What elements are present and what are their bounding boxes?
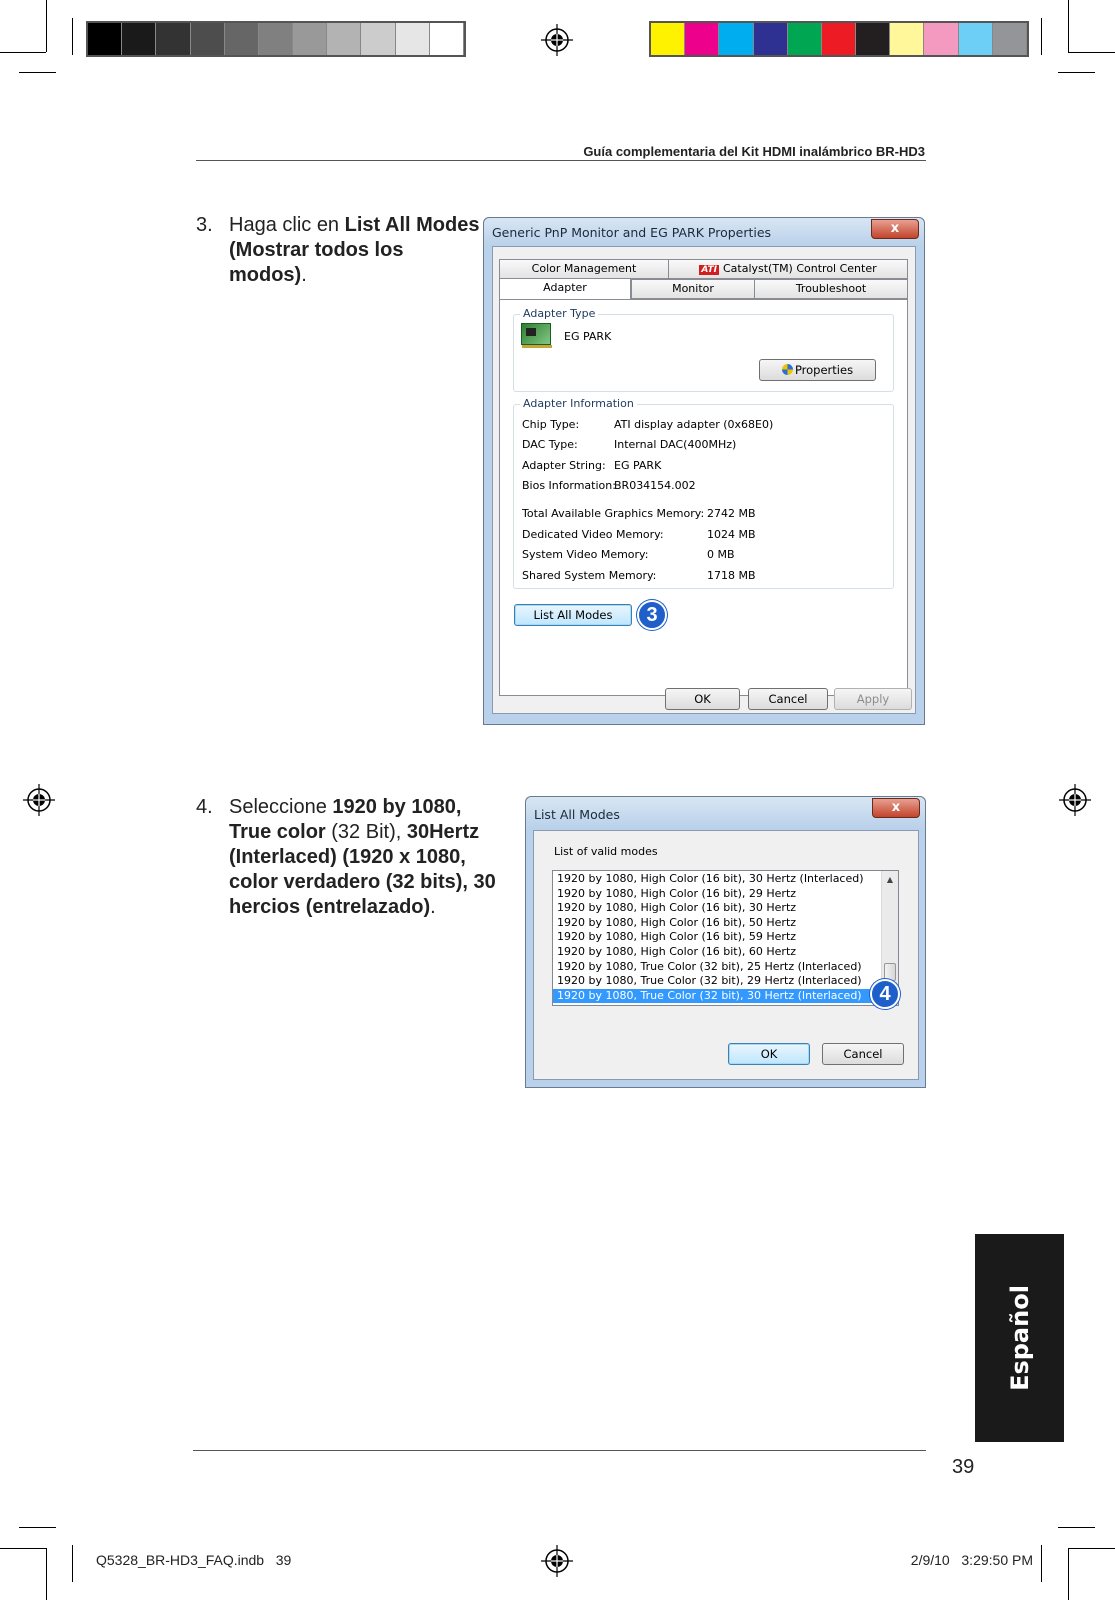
registration-mark-icon [541,24,573,56]
tab-catalyst-control-center[interactable] [668,259,908,279]
color-bar [649,21,1029,57]
color-swatch [293,23,327,55]
color-swatch [993,23,1027,55]
color-swatch [191,23,225,55]
header-divider [196,160,926,161]
crop-mark [19,72,56,73]
list-item[interactable]: 1920 by 1080, High Color (16 bit), 29 Hertz [557,886,797,900]
step-text-mid: (32 Bit), [325,821,407,843]
color-swatch [754,23,788,55]
tab-label: Adapter [543,281,587,294]
color-swatch [856,23,890,55]
color-swatch [259,23,293,55]
color-swatch [685,23,719,55]
total-graphics-memory-value: 2742 MB [707,507,756,520]
properties-dialog [483,217,925,725]
tab-label: Monitor [672,282,714,295]
color-swatch [822,23,856,55]
step-4-instruction [196,795,501,920]
page-header-title: Guía complementaria del Kit HDMI inalámbrico BR-HD3 [583,144,925,159]
crop-mark [72,1545,73,1582]
adapter-string-label: Adapter String: [522,459,606,472]
dedicated-video-memory-value: 1024 MB [707,528,756,541]
file-slug: Q5328_BR-HD3_FAQ.indb 39 [96,1552,292,1568]
ok-button[interactable]: OK [665,688,740,710]
list-item[interactable]: 1920 by 1080, High Color (16 bit), 30 Hertz [557,901,797,915]
properties-button[interactable] [759,359,876,381]
list-item[interactable]: 1920 by 1080, High Color (16 bit), 59 Hertz [557,930,797,944]
cancel-button[interactable]: Cancel [822,1043,904,1065]
tab-troubleshoot[interactable] [754,279,908,299]
tab-color-management[interactable] [499,259,669,279]
adapter-information-group [513,397,894,589]
step-text [229,795,501,920]
crop-mark [46,1548,47,1600]
color-swatch [88,23,122,55]
chip-type-label: Chip Type: [522,418,580,431]
list-item[interactable]: 1920 by 1080, High Color (16 bit), 30 Hertz (Interlaced) [557,872,864,885]
tab-label: Color Management [531,262,637,275]
language-side-tab [975,1234,1064,1442]
shared-system-memory-label: Shared System Memory: [522,569,657,582]
step-3-instruction [196,213,481,288]
bios-information-label: Bios Information: [522,479,616,492]
language-label: Español [1005,1285,1034,1391]
crop-mark [1068,1548,1115,1549]
bios-information-value: BR034154.002 [614,479,696,492]
ok-button[interactable]: OK [728,1043,810,1065]
crop-mark [72,18,73,55]
crop-mark [1041,18,1042,55]
color-swatch [396,23,430,55]
step-number: 3. [196,214,213,236]
crop-mark [0,1548,46,1549]
system-video-memory-value: 0 MB [707,548,735,561]
dialog-title: List All Modes [526,797,925,829]
group-legend: Adapter Information [520,397,637,410]
crop-mark [1068,1548,1069,1600]
scroll-up-arrow-icon[interactable]: ▲ [886,875,894,884]
chip-type-value: ATI display adapter (0x68E0) [614,418,774,431]
list-all-modes-button[interactable]: List All Modes [514,604,632,626]
crop-mark [1058,1527,1095,1528]
apply-button[interactable]: Apply [834,688,912,710]
modes-list [553,871,898,1003]
list-item[interactable]: 1920 by 1080, High Color (16 bit), 60 Hertz [557,944,797,958]
ati-logo-icon: ATI [701,265,717,275]
color-swatch [651,23,685,55]
date-slug: 2/9/10 3:29:50 PM [910,1552,1033,1568]
adapter-name: EG PARK [564,330,612,343]
dedicated-video-memory-label: Dedicated Video Memory: [522,528,664,541]
adapter-string-value: EG PARK [614,459,662,472]
crop-mark [1041,1545,1042,1582]
color-swatch [788,23,822,55]
shield-icon [782,364,793,375]
color-swatch [225,23,259,55]
color-swatch [156,23,190,55]
step-3-badge: 3 [637,600,667,630]
registration-mark-icon [541,1545,573,1577]
tab-label: Troubleshoot [795,282,867,295]
close-button[interactable]: x [871,219,919,239]
crop-mark [1068,52,1115,53]
modes-listbox[interactable] [552,870,899,1006]
total-graphics-memory-label: Total Available Graphics Memory: [522,507,705,520]
color-swatch [719,23,753,55]
crop-mark [1068,0,1069,52]
grayscale-bar [86,21,466,57]
color-swatch [959,23,993,55]
list-item[interactable]: 1920 by 1080, True Color (32 bit), 25 Hertz (Interlaced) [557,959,862,973]
step-text-plain: Seleccione [229,796,333,818]
list-item[interactable]: 1920 by 1080, True Color (32 bit), 29 Hertz (Interlaced) [557,974,862,988]
system-video-memory-label: System Video Memory: [522,548,649,561]
step-text-end: . [430,896,436,918]
step-text-end: . [301,264,307,286]
dac-type-label: DAC Type: [522,438,578,451]
list-item[interactable]: 1920 by 1080, High Color (16 bit), 50 Hertz [557,915,797,929]
footer-divider [193,1450,926,1451]
step-text [229,213,481,288]
shared-system-memory-value: 1718 MB [707,569,756,582]
list-all-modes-dialog [525,796,926,1088]
color-swatch [890,23,924,55]
step-text-plain: Haga clic en [229,214,345,236]
crop-mark [19,1527,56,1528]
group-legend: Adapter Type [520,307,598,320]
close-button[interactable]: x [872,798,920,818]
step-4-badge: 4 [870,979,900,1009]
cancel-button[interactable]: Cancel [748,688,828,710]
color-swatch [924,23,958,55]
tab-adapter[interactable] [499,278,631,300]
step-text-bold: 30Hertz (Interlaced) (1920 x 1080, color verdadero (32 bits), 30 hercios (entrelazado) [229,821,496,918]
color-swatch [361,23,395,55]
crop-mark [1058,72,1095,73]
registration-mark-icon [23,784,55,816]
registration-mark-icon [1059,784,1091,816]
color-swatch [122,23,156,55]
video-card-icon [521,323,551,345]
step-text-bold: List All Modes (Mostrar todos los modos) [229,214,480,286]
dac-type-value: Internal DAC(400MHz) [614,438,737,451]
tab-monitor[interactable] [631,279,755,299]
page-number: 39 [952,1456,975,1478]
crop-mark [46,0,47,52]
button-label: Properties [794,363,854,377]
list-item-selected[interactable]: 1920 by 1080, True Color (32 bit), 30 Hertz (Interlaced) [553,989,898,1004]
step-text-bold: 1920 by 1080, True color [229,796,462,843]
crop-mark [0,52,46,53]
tab-label: Catalyst(TM) Control Center [722,262,877,275]
list-label: List of valid modes [554,845,658,858]
dialog-title: Generic PnP Monitor and EG PARK Properties [484,218,924,246]
color-swatch [327,23,361,55]
color-swatch [430,23,464,55]
step-number: 4. [196,796,213,818]
